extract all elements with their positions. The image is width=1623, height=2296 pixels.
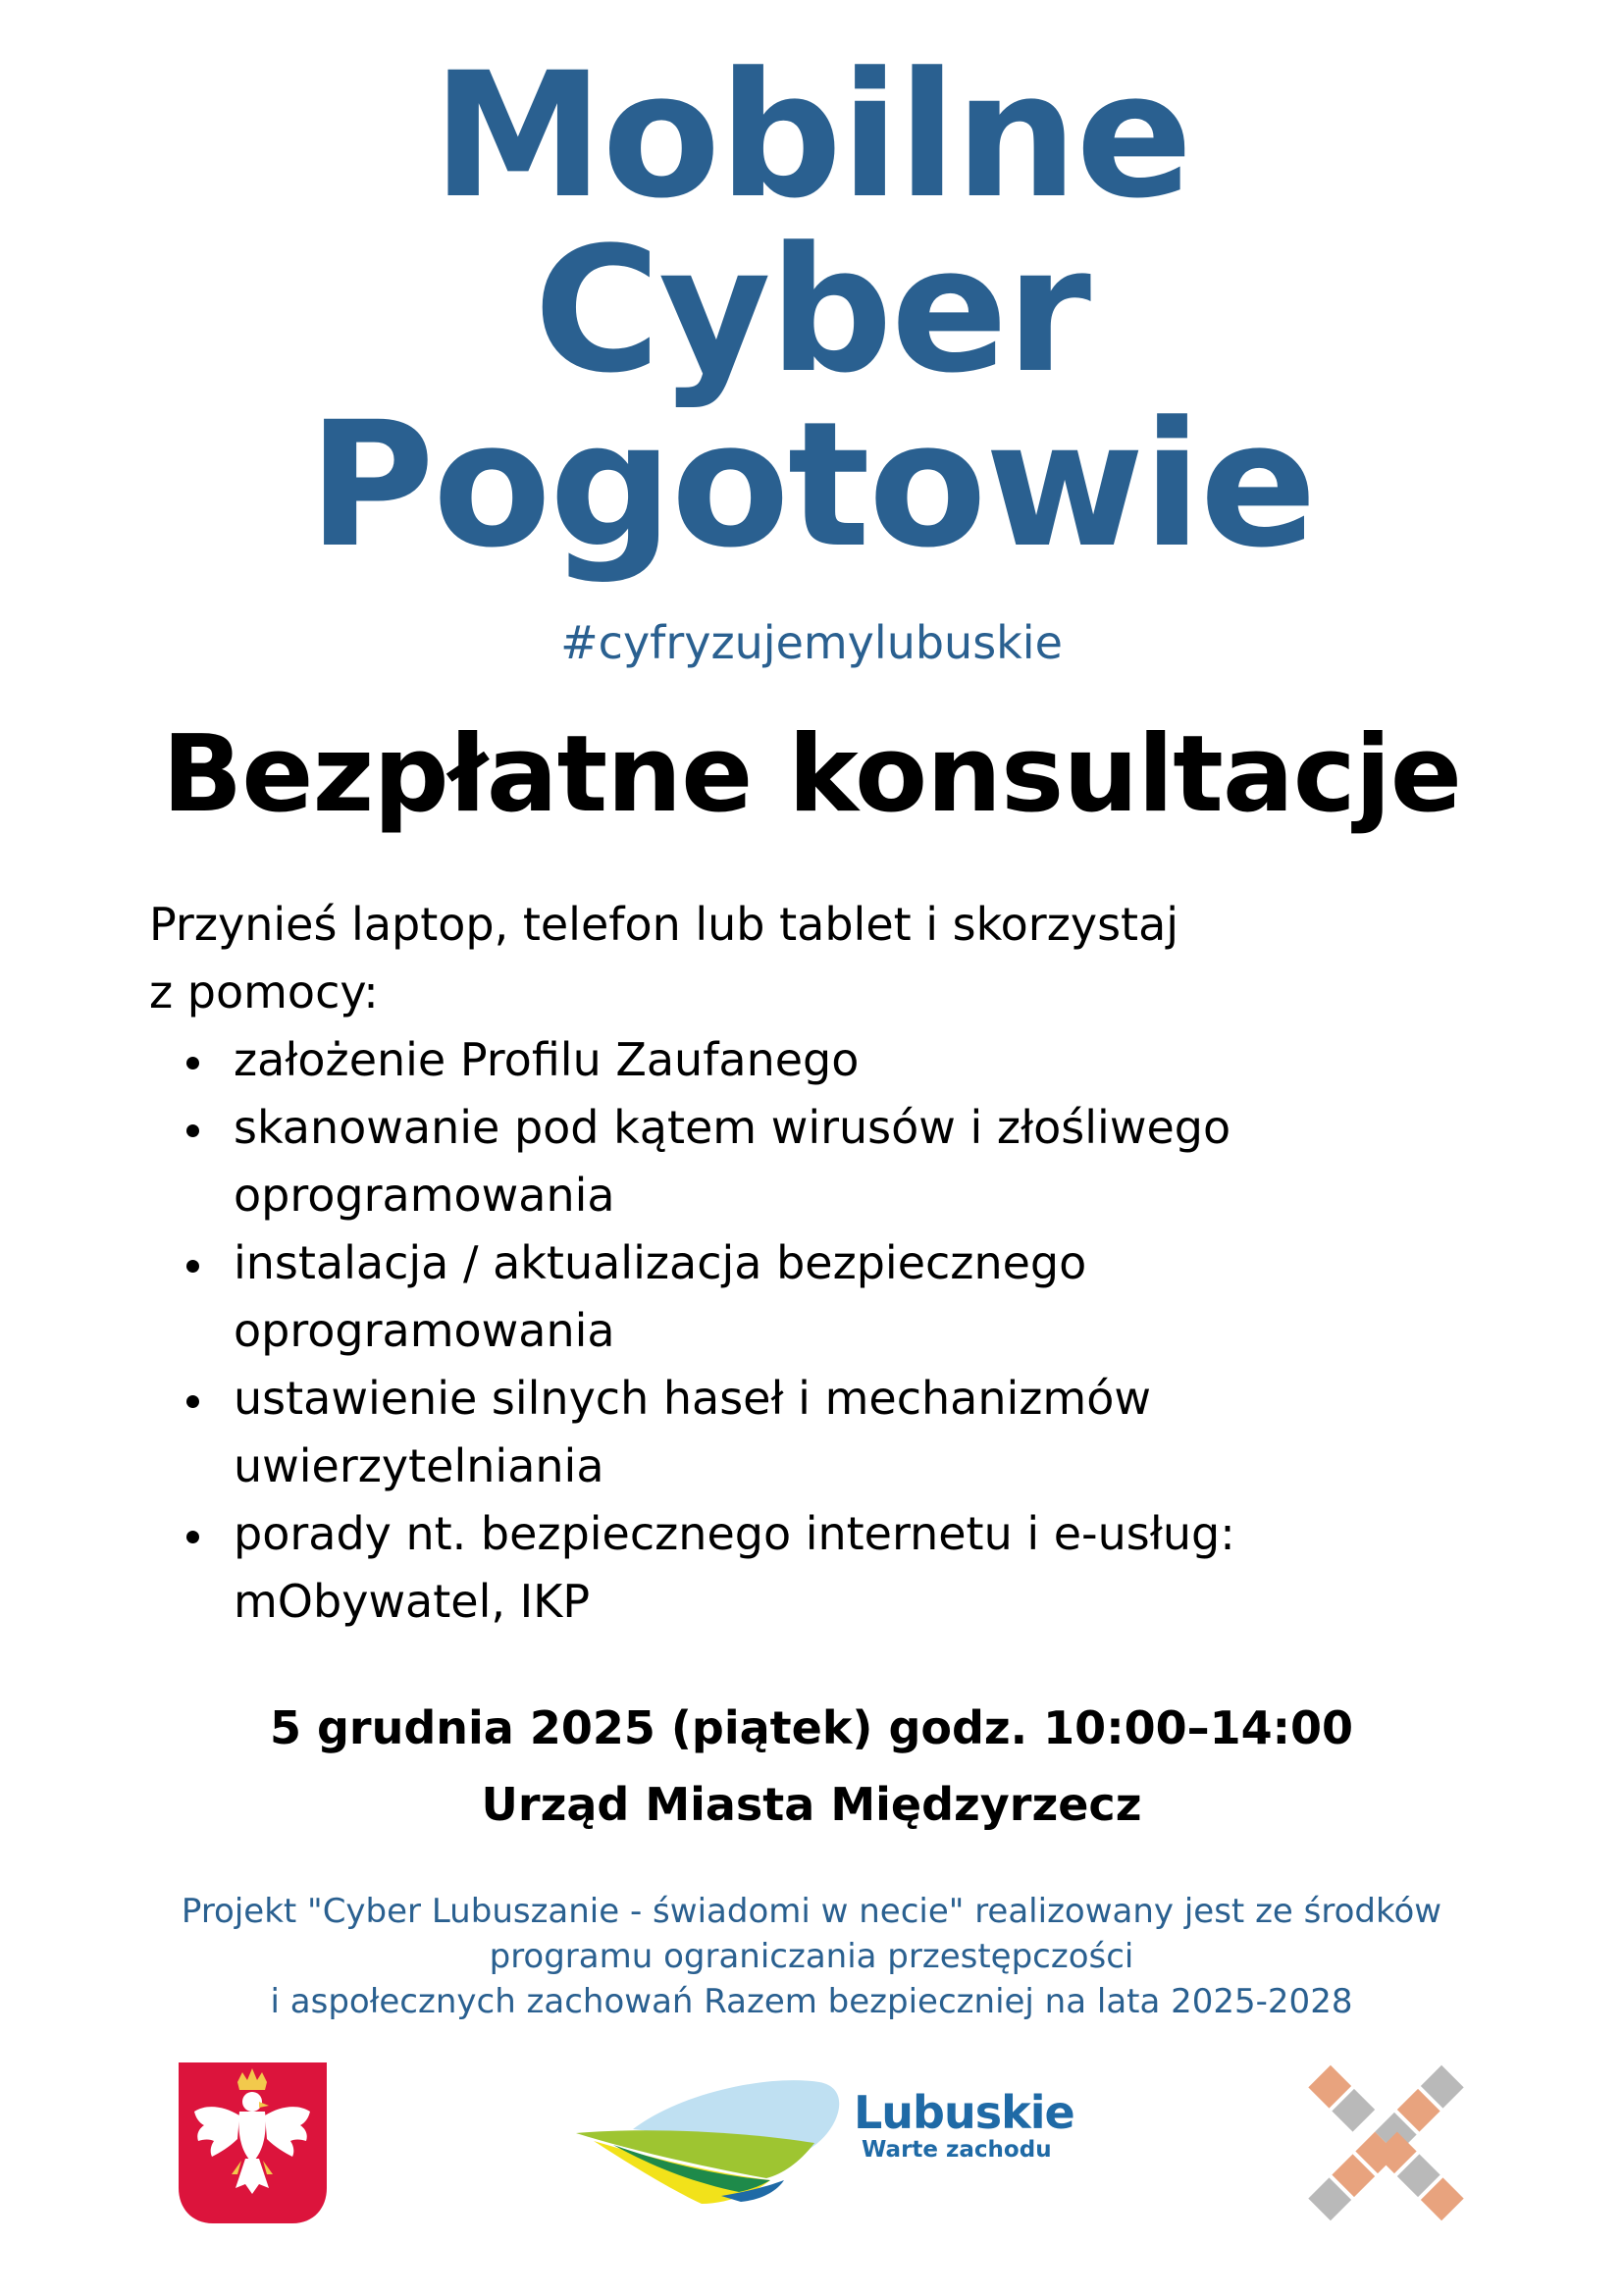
intro-line-1: Przynieś laptop, telefon lub tablet i skorzystaj	[149, 898, 1179, 951]
list-item: skanowanie pod kątem wirusów i złośliwego oprogramowania	[186, 1094, 1442, 1229]
title-line-2: Cyber	[533, 210, 1090, 411]
title-line-3: Pogotowie	[307, 385, 1316, 586]
event-datetime: 5 grudnia 2025 (piątek) godz. 10:00–14:00	[269, 1701, 1354, 1754]
list-item: porady nt. bezpiecznego internetu i e-usług: mObywatel, IKP	[186, 1500, 1442, 1636]
lubuskie-brand: Lubuskie	[854, 2086, 1074, 2139]
intro-line-2: z pomocy:	[149, 965, 379, 1018]
polish-eagle-emblem-icon	[177, 2061, 329, 2225]
services-list	[186, 1026, 1442, 1636]
x-emblem-logo-icon	[1305, 2061, 1467, 2225]
subtitle: Bezpłatne konsultacje	[161, 713, 1462, 836]
hashtag: #cyfryzujemylubuskie	[560, 616, 1063, 669]
bullet-icon	[186, 1395, 199, 1408]
page-title	[0, 35, 1623, 586]
bullet-icon	[186, 1531, 199, 1543]
bullet-icon	[186, 1057, 199, 1070]
intro-text	[149, 891, 1425, 1026]
lubuskie-tagline: Warte zachodu	[862, 2137, 1052, 2163]
project-note: Projekt "Cyber Lubuszanie - świadomi w necie" realizowany jest ze środków programu ograniczania przestępczości i aspołecznych zachowań Razem bezpieczniej na lata 2025-2028	[181, 1892, 1442, 2021]
list-item: instalacja / aktualizacja bezpiecznego oprogramowania	[186, 1229, 1442, 1365]
lubuskie-logo-text	[854, 2088, 1074, 2163]
bullet-icon	[186, 1124, 199, 1137]
event-location: Urząd Miasta Międzyrzecz	[481, 1778, 1142, 1831]
event-details	[0, 1690, 1623, 1843]
list-item: założenie Profilu Zaufanego	[186, 1026, 1442, 1094]
list-item: ustawienie silnych haseł i mechanizmów uwierzytelniania	[186, 1365, 1442, 1500]
bullet-icon	[186, 1260, 199, 1273]
title-line-1: Mobilne	[432, 35, 1191, 236]
lubuskie-logo-icon	[574, 2072, 888, 2205]
